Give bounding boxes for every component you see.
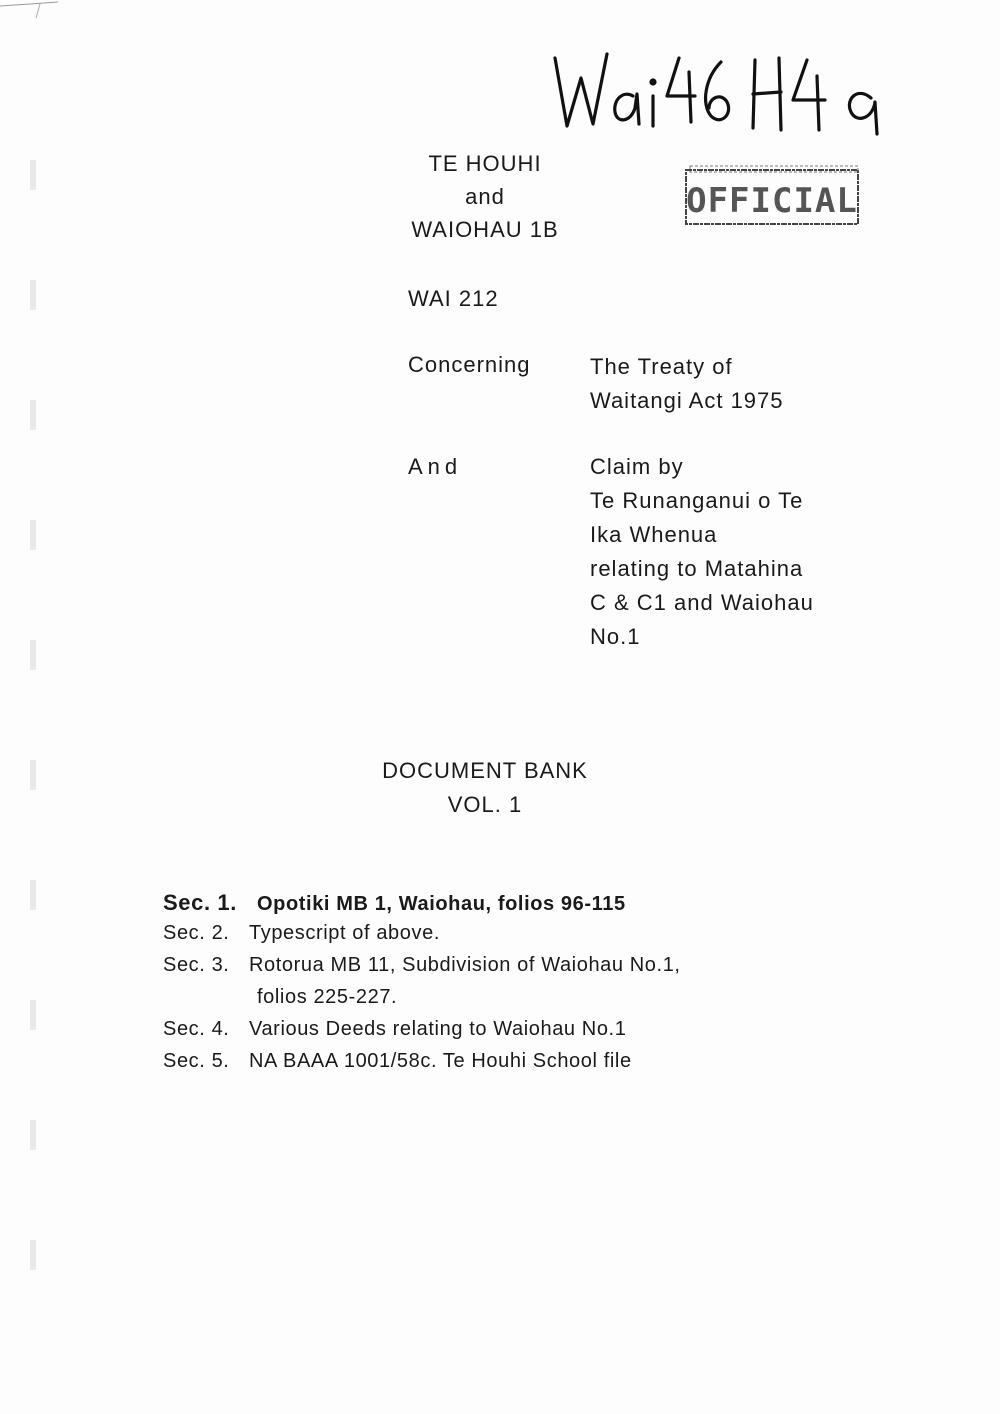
document-bank-title: DOCUMENT BANK [382, 758, 588, 783]
official-stamp [683, 162, 861, 228]
section-label: Sec. 2. [163, 922, 230, 944]
concerning-line: Waitangi Act 1975 [590, 388, 784, 413]
section-list [163, 890, 783, 1082]
section-item [163, 1050, 783, 1082]
section-text: Various Deeds relating to Waiohau No.1 [249, 1018, 627, 1040]
section-text: Rotorua MB 11, Subdivision of Waiohau No.1, [249, 954, 681, 976]
case-title [400, 147, 570, 246]
scan-edge-marks [30, 120, 36, 1270]
claim-line: Te Runanganui o Te [590, 488, 804, 513]
section-continuation: folios 225-227. [257, 986, 398, 1008]
concerning-label: Concerning [408, 352, 531, 377]
corner-scan-mark [0, 0, 60, 20]
claim-line: relating to Matahina [590, 556, 804, 581]
case-title-line1: TE HOUHI [428, 151, 542, 176]
claim-line: Claim by [590, 454, 684, 479]
section-text: NA BAAA 1001/58c. Te Houhi School file [249, 1050, 632, 1072]
section-item [163, 922, 783, 954]
section-label: Sec. 3. [163, 954, 230, 976]
concerning-line: The Treaty of [590, 354, 733, 379]
section-label: Sec. 1. [163, 890, 237, 915]
document-bank-volume: VOL. 1 [447, 792, 523, 817]
claim-description [590, 450, 860, 654]
claim-line: No.1 [590, 624, 641, 649]
document-bank-heading [350, 754, 620, 822]
and-label: And [408, 454, 463, 479]
section-item [163, 890, 783, 922]
case-title-line3: WAIOHAU 1B [411, 217, 559, 242]
section-text: Typescript of above. [249, 922, 440, 944]
section-text: Opotiki MB 1, Waiohau, folios 96-115 [257, 893, 626, 915]
handwritten-reference [545, 38, 905, 138]
section-label: Sec. 5. [163, 1050, 230, 1072]
claim-line: Ika Whenua [590, 522, 718, 547]
concerning-value [590, 350, 850, 418]
claim-line: C & C1 and Waiohau [590, 590, 814, 615]
section-item [163, 1018, 783, 1050]
section-label: Sec. 4. [163, 1018, 230, 1040]
section-item [163, 954, 783, 986]
stamp-text: OFFICIAL [686, 181, 858, 221]
wai-number: WAI 212 [408, 286, 499, 311]
case-title-line2: and [465, 184, 505, 209]
